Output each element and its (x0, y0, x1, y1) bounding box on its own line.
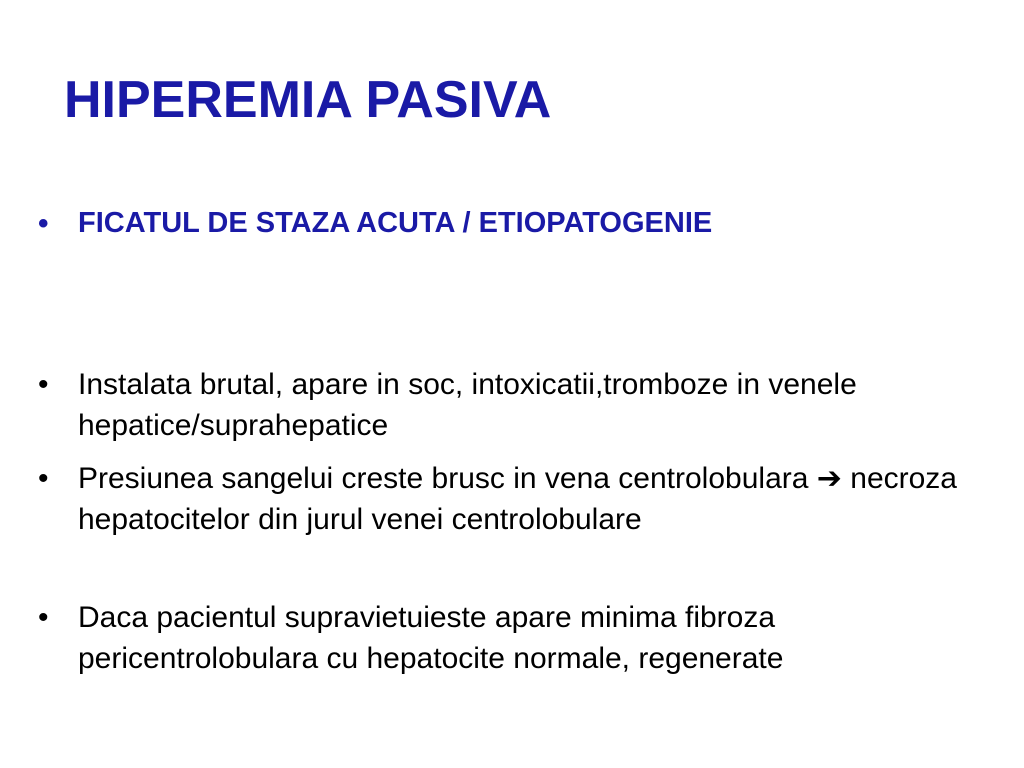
bullet-text-after-arrow: necroza hepatocitelor din jurul venei centrolobulare (78, 462, 957, 536)
bullet-item-pressure (38, 458, 1013, 540)
bullet-item-survival (38, 597, 1013, 679)
heading-bullet (38, 203, 1013, 244)
bullet-text: Daca pacientul supravietuieste apare minima fibroza pericentrolobulara cu hepatocite normale, regenerate (78, 601, 784, 675)
bullet-text (78, 458, 1013, 540)
bullet-text-before-arrow: Presiunea sangelui creste brusc in vena centrolobulara (78, 462, 809, 495)
heading-text: FICATUL DE STAZA ACUTA / ETIOPATOGENIE (78, 207, 713, 239)
bullet-dot: • (38, 601, 49, 634)
right-arrow-icon: ➔ (816, 462, 842, 495)
bullet-dot: • (38, 207, 49, 240)
slide-title: HIPEREMIA PASIVA (64, 71, 552, 129)
bullet-dot: • (38, 462, 49, 495)
bullet-text: Instalata brutal, apare in soc, intoxicatii,tromboze in venele hepatice/suprahepatice (78, 368, 857, 442)
bullet-dot: • (38, 368, 49, 401)
bullet-item-onset (38, 364, 1013, 446)
